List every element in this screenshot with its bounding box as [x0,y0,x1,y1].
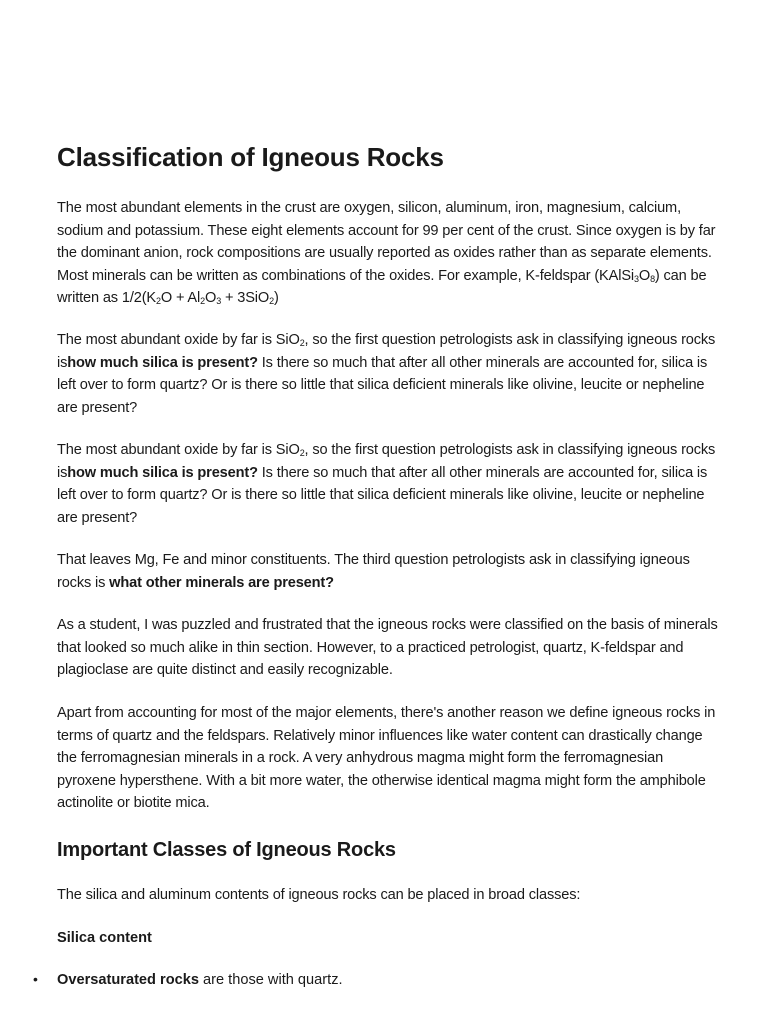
paragraph-elements: The most abundant elements in the crust are oxygen, silicon, aluminum, iron, magnesium, calcium, sodium and potassium. These eight elements account for 99 per cent of the crust. Since oxygen is by far the dominant anion, rock compositions are usually reported as oxides rather than as separate elements. Most minerals can be written as combinations of the oxides. For example, K-feldspar $(KAlSi_3O_8)$ can be written as $1/2(K_2O + Al_2O_3 + 3SiO_2)$ [57,200,716,307]
paragraph-student: As a student, I was puzzled and frustrated that the igneous rocks were classified on the basis of minerals that looked so much alike in thin section. However, to a practiced petrologist, quartz, K-feldspar and plagioclase are quite distinct and easily recognizable. [57,617,718,679]
list-item [33,968,343,991]
page-title: Classification of Igneous Rocks [57,142,444,172]
paragraph-silica-question-repeat: The most abundant oxide by far is SiO$_2$, so the first question petrologists ask in classifying igneous rocks ishow much silica is present? Is there so much that after all other minerals are accounted for, silica is left over to form quartz? Or is there so little that silica deficient minerals like olivine, leucite or nepheline are present? [57,442,716,526]
bullet-icon: • [33,971,38,987]
bullet-text: are those with quartz. [198,972,343,988]
paragraph-broad-classes: The silica and aluminum contents of igneous rocks can be placed in broad classes: [57,887,581,903]
section-heading: Important Classes of Igneous Rocks [57,839,396,861]
bullet-term: Oversaturated rocks [57,972,199,988]
subheading-silica-content: Silica content [57,930,152,946]
paragraph-quartz-feldspars: Apart from accounting for most of the major elements, there's another reason we define igneous rocks in terms of quartz and the feldspars. Relatively minor influences like water content can drastically change the ferromagnesian minerals in a rock. A very anhydrous magma might form the ferromagnesian pyroxene hypersthene. With a bit more water, the otherwise identical magma might form the amphibole actinolite or biotite mica. [57,705,716,812]
paragraph-silica-question: The most abundant oxide by far is SiO$_2$, so the first question petrologists ask in classifying igneous rocks ishow much silica is present? Is there so much that after all other minerals are accounted for, silica is left over to form quartz? Or is there so little that silica deficient minerals like olivine, leucite or nepheline are present? [57,332,716,416]
paragraph-other-minerals: That leaves Mg, Fe and minor constituents. The third question petrologists ask in classifying igneous rocks is what other minerals are present? [57,552,690,591]
